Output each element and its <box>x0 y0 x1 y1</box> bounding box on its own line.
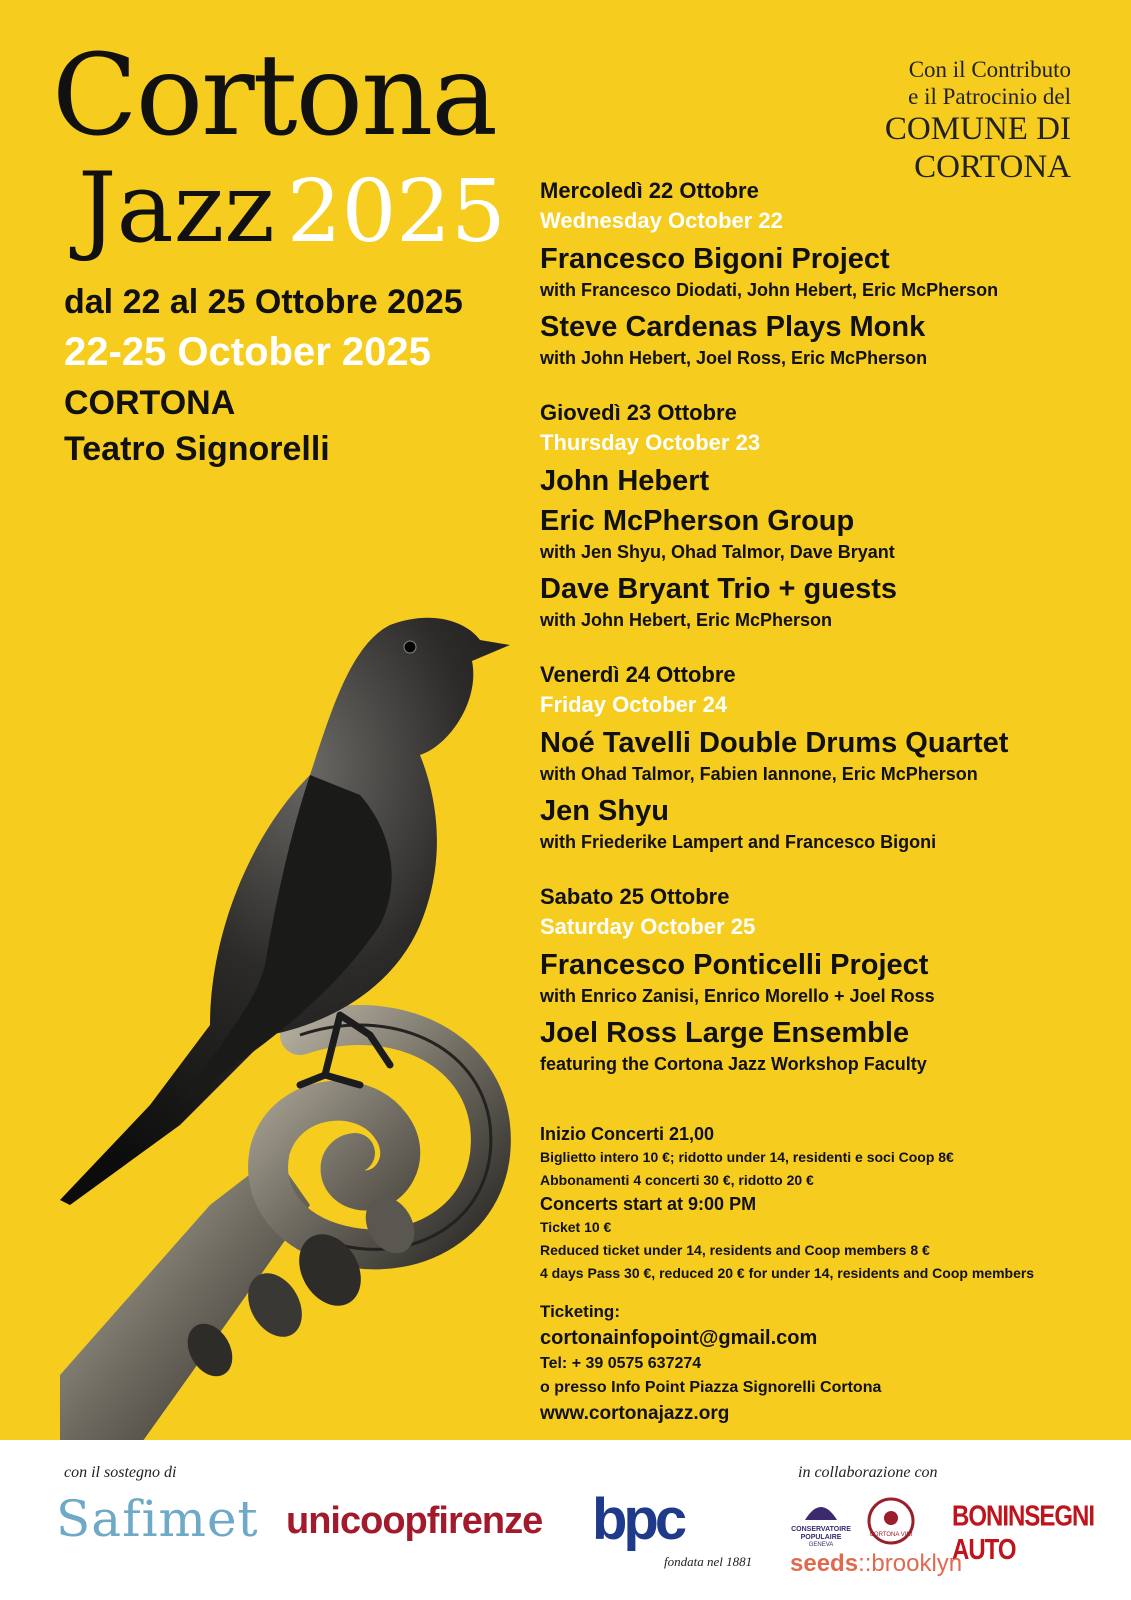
seeds-separator: :: <box>858 1550 872 1577</box>
patronage-block <box>841 56 1071 186</box>
conservatoire-emblem-icon <box>801 1498 841 1522</box>
logo-jazz-word: Jazz <box>78 152 275 264</box>
act-lineup: with Ohad Talmor, Fabien Iannone, Eric McPherson <box>540 764 978 784</box>
logo-year: 2025 <box>286 162 506 262</box>
conservatoire-city: GENEVA <box>808 1542 834 1548</box>
day-block <box>540 660 1100 854</box>
venue: Teatro Signorelli <box>64 430 330 468</box>
day-date-italian: Mercoledì 22 Ottobre <box>540 178 759 203</box>
ticketing-phone[interactable]: Tel: + 39 0575 637274 <box>540 1355 702 1372</box>
program <box>540 176 1100 1104</box>
day-date-english: Thursday October 23 <box>540 430 761 455</box>
reduced-price-english: Reduced ticket under 14, residents and Coop members 8 € <box>540 1242 930 1258</box>
start-time-italian: Inizio Concerti 21,00 <box>540 1124 715 1144</box>
logo-jazz <box>78 152 506 264</box>
ticketing-heading: Ticketing: <box>540 1302 620 1321</box>
seeds-brooklyn-logo <box>790 1550 962 1578</box>
brooklyn-word: brooklyn <box>871 1550 963 1577</box>
act-name: Steve Cardenas Plays Monk <box>540 311 926 343</box>
ticketing-email[interactable]: cortonainfopoint@gmail.com <box>540 1327 818 1349</box>
act-lineup: with Francesco Diodati, John Hebert, Eric McPherson <box>540 280 999 300</box>
cortona-vini-seal-icon <box>866 1496 916 1546</box>
boninsegni-auto-logo: BONINSEGNI AUTO <box>952 1500 1095 1567</box>
pass-price-italian: Abbonamenti 4 concerti 30 €, ridotto 20 € <box>540 1172 814 1188</box>
conservatoire-name: CONSERVATOIRE POPULAIRE <box>791 1526 851 1541</box>
seeds-word: seeds <box>790 1550 859 1577</box>
conservatoire-logo <box>788 1498 854 1548</box>
patronage-line-3: COMUNE DI <box>884 111 1071 147</box>
collaboration-label: in collaborazione con <box>798 1464 938 1481</box>
act-name: Joel Ross Large Ensemble <box>540 1017 910 1049</box>
svg-text:CORTONA VINI: CORTONA VINI <box>869 1532 913 1538</box>
safimet-logo: Safimet <box>56 1490 259 1548</box>
dates-english: 22-25 October 2025 <box>64 330 431 374</box>
day-block <box>540 176 1100 370</box>
day-date-italian: Venerdì 24 Ottobre <box>540 662 736 687</box>
website-link[interactable]: www.cortonajazz.org <box>540 1403 730 1424</box>
dates-italian: dal 22 al 25 Ottobre 2025 <box>64 283 463 321</box>
day-date-english: Friday October 24 <box>540 692 728 717</box>
act-name: Jen Shyu <box>540 795 669 827</box>
sponsors-bar <box>0 1440 1131 1600</box>
act-lineup: with John Hebert, Joel Ross, Eric McPherson <box>540 348 928 368</box>
act-name: Noé Tavelli Double Drums Quartet <box>540 727 1009 759</box>
patronage-line-2: e il Patrocinio del <box>908 84 1071 109</box>
start-time-english: Concerts start at 9:00 PM <box>540 1194 757 1214</box>
logo-cortona: Cortona <box>52 31 497 161</box>
cortona-vini-logo <box>866 1496 916 1550</box>
act-lineup: with John Hebert, Eric McPherson <box>540 610 833 630</box>
day-date-italian: Sabato 25 Ottobre <box>540 884 730 909</box>
ticket-price-english: Ticket 10 € <box>540 1219 612 1235</box>
day-date-english: Wednesday October 22 <box>540 208 783 233</box>
day-block <box>540 882 1100 1076</box>
bpc-logo: bpc <box>592 1487 684 1552</box>
day-date-italian: Giovedì 23 Ottobre <box>540 400 737 425</box>
act-name: John Hebert <box>540 465 710 497</box>
bpc-tagline: fondata nel 1881 <box>664 1554 753 1569</box>
festival-dates <box>64 280 463 472</box>
city: CORTONA <box>64 384 236 422</box>
act-lineup: with Jen Shyu, Ohad Talmor, Dave Bryant <box>540 542 895 562</box>
act-name: Francesco Bigoni Project <box>540 243 890 275</box>
unicoop-firenze-logo: unicoopfirenze <box>286 1500 543 1542</box>
patronage-line-4: CORTONA <box>914 149 1071 185</box>
ticket-price-italian: Biglietto intero 10 €; ridotto under 14, residenti e soci Coop 8€ <box>540 1149 954 1165</box>
day-date-english: Saturday October 25 <box>540 914 756 939</box>
ticket-info <box>540 1122 1110 1285</box>
act-name: Dave Bryant Trio + guests <box>540 573 897 605</box>
act-lineup: featuring the Cortona Jazz Workshop Faculty <box>540 1054 927 1074</box>
crow-eye <box>404 641 416 653</box>
act-lineup: with Friederike Lampert and Francesco Bigoni <box>540 832 937 852</box>
crow-illustration <box>60 605 530 1440</box>
day-block <box>540 398 1100 632</box>
patronage-line-1: Con il Contributo <box>908 57 1071 82</box>
support-label: con il sostegno di <box>64 1464 177 1481</box>
act-name: Eric McPherson Group <box>540 505 855 537</box>
ticketing-block <box>540 1300 881 1428</box>
act-lineup: with Enrico Zanisi, Enrico Morello + Joel Ross <box>540 986 935 1006</box>
pass-price-english: 4 days Pass 30 €, reduced 20 € for under 14, residents and Coop members <box>540 1265 1035 1281</box>
ticketing-info-point: o presso Info Point Piazza Signorelli Cortona <box>540 1379 882 1396</box>
act-name: Francesco Ponticelli Project <box>540 949 929 981</box>
